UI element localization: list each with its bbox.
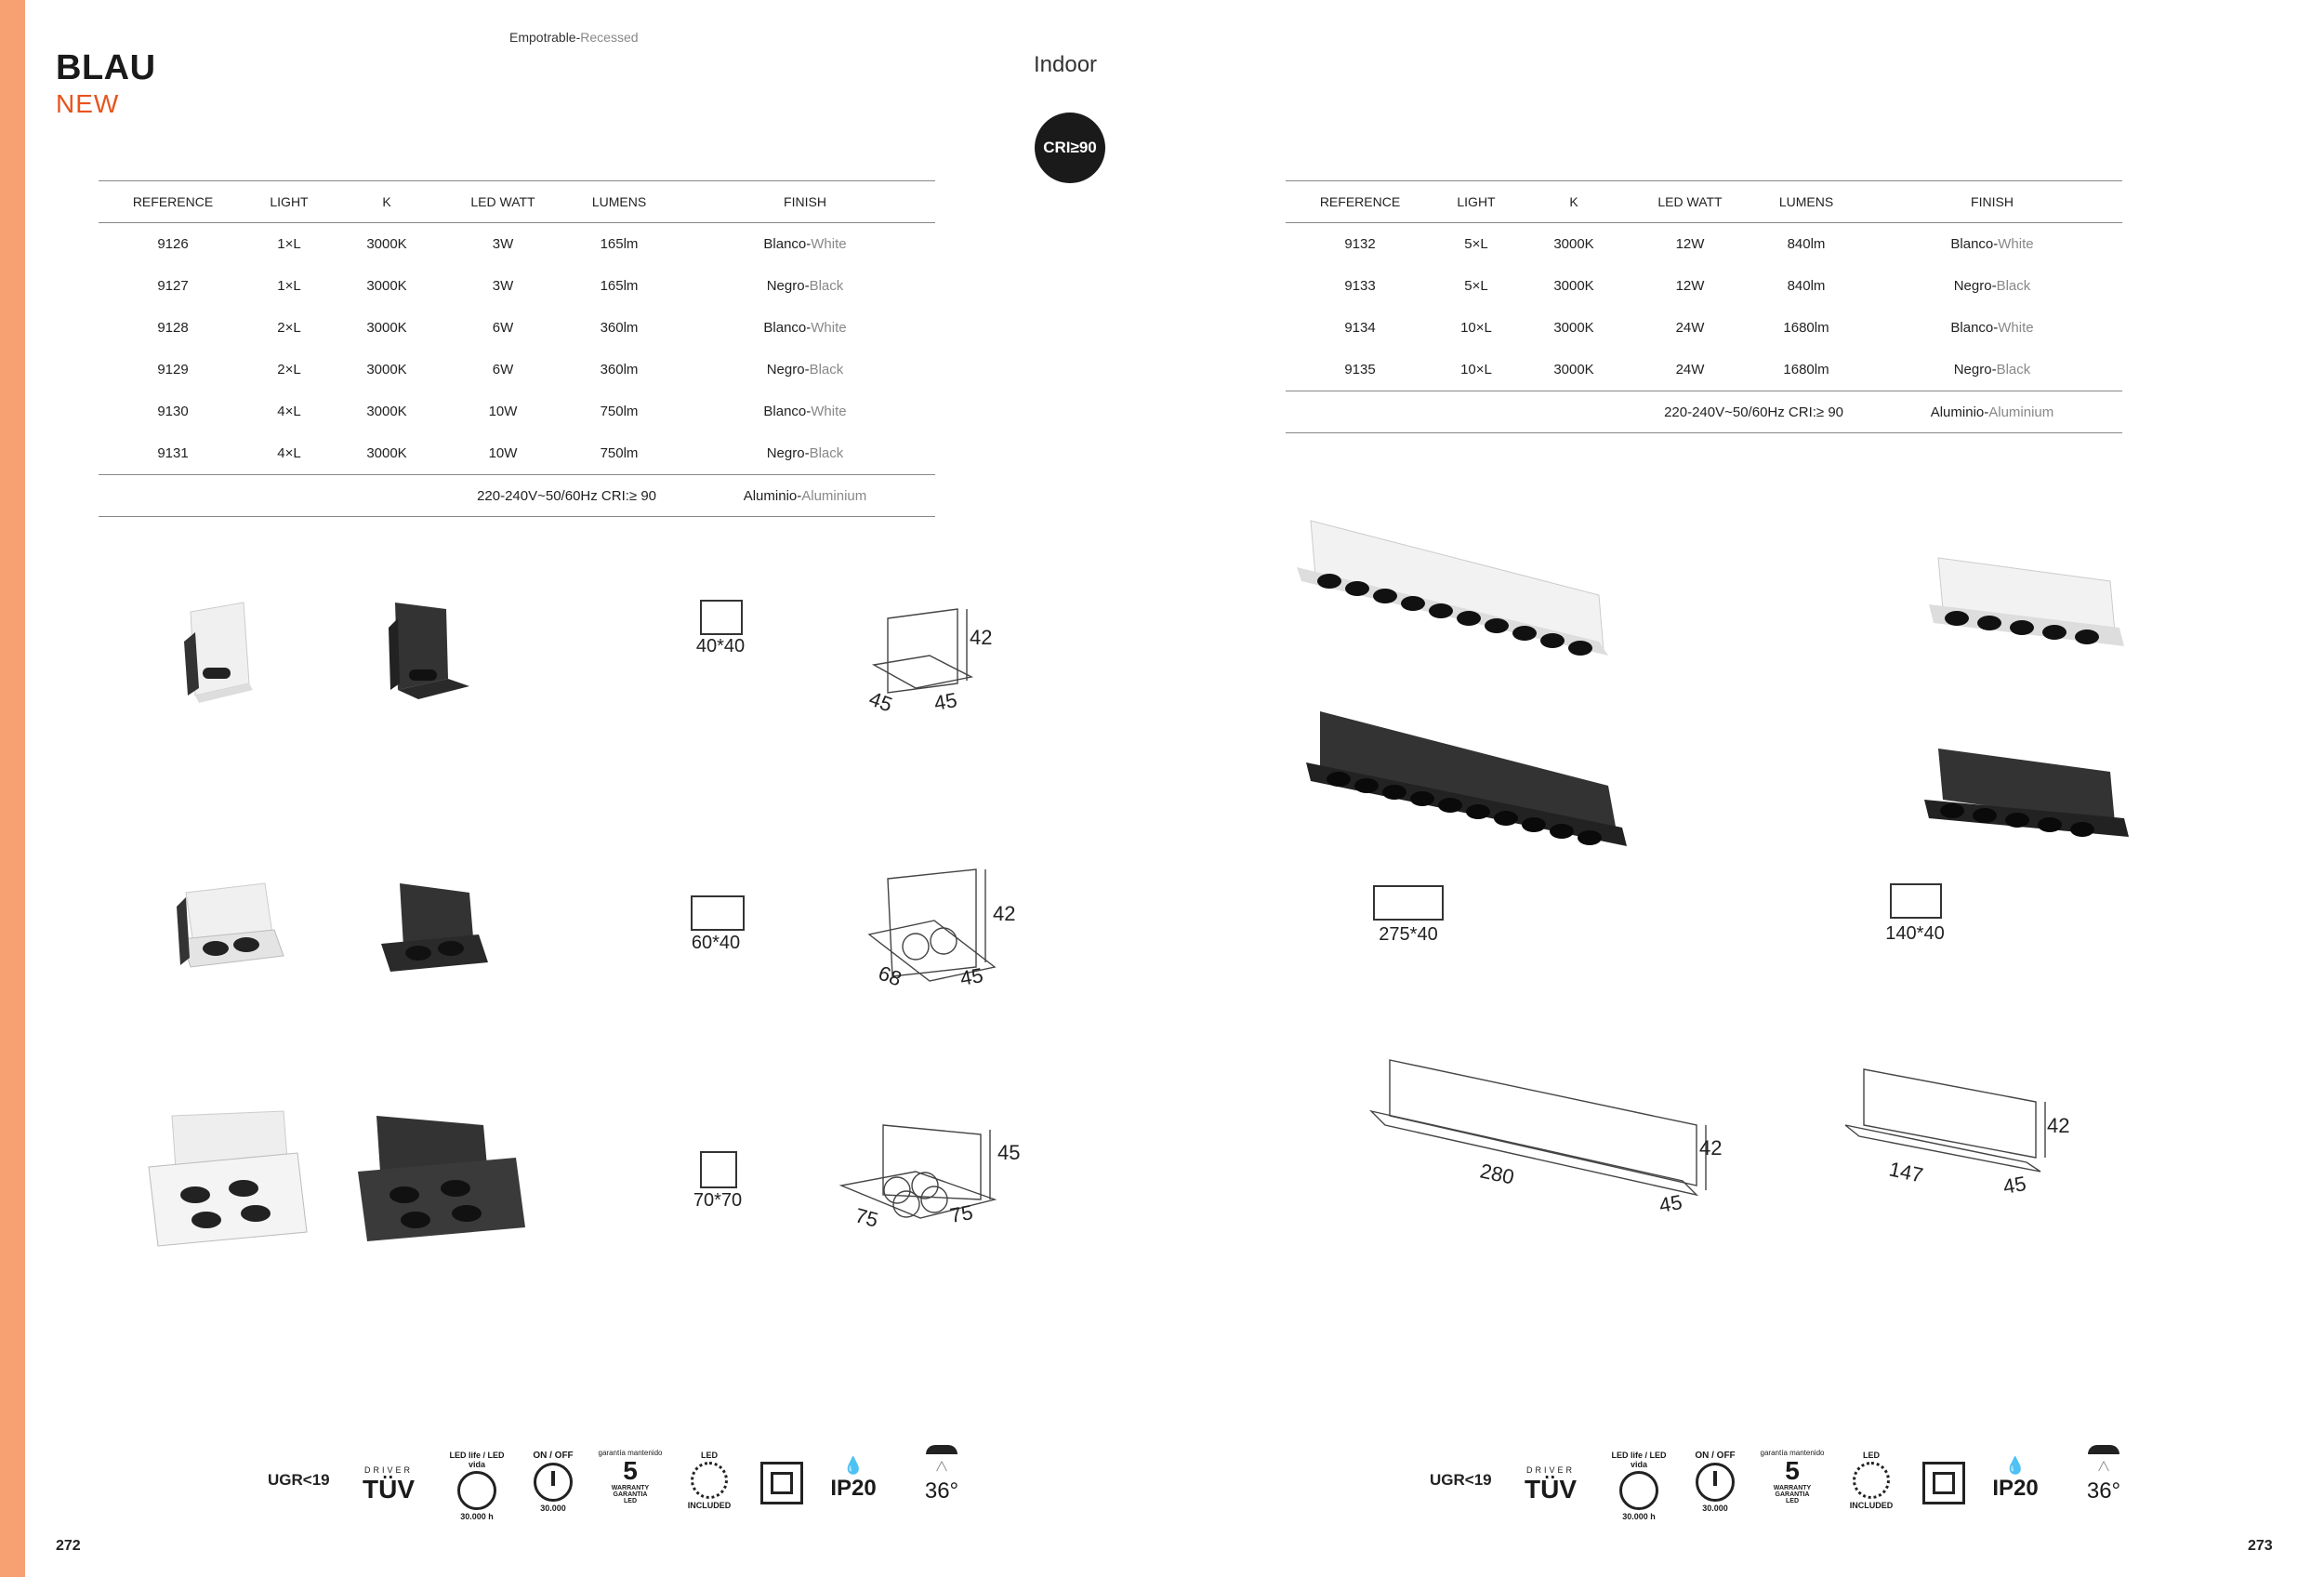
material-en: Aluminium — [1988, 404, 2054, 420]
cell-led-watt: 3W — [492, 236, 514, 252]
th-light: LIGHT — [1434, 181, 1518, 223]
power-icon — [534, 1463, 573, 1502]
on-off-icon — [1683, 1451, 1748, 1513]
ugr-label: UGR<19 — [268, 1471, 330, 1489]
cell-lumens: 840lm — [1787, 236, 1826, 252]
dim-width: 68 — [875, 961, 905, 991]
finish-es: Blanco — [1950, 236, 1994, 252]
page-number-left: 272 — [56, 1538, 81, 1554]
th-reference: REFERENCE — [1286, 181, 1434, 223]
tuv-icon — [1523, 1465, 1578, 1504]
finish-es: Blanco — [763, 404, 807, 419]
th-lumens: LUMENS — [1750, 181, 1862, 223]
dim-height: 42 — [2047, 1114, 2070, 1137]
cell-led-watt: 10W — [488, 404, 518, 419]
feature-icons-left — [268, 1441, 984, 1534]
clock-icon — [1619, 1471, 1658, 1510]
cell-lumens: 750lm — [600, 404, 639, 419]
warranty-icon — [1755, 1449, 1829, 1504]
page-number-right: 273 — [2248, 1538, 2273, 1554]
dim-height: 45 — [997, 1141, 1021, 1164]
product-image-9130 — [149, 1111, 307, 1246]
th-k: K — [1518, 181, 1630, 223]
led-life-hours: 30.000 h — [1622, 1512, 1656, 1521]
cell-finish: Negro-Black — [1953, 278, 2031, 294]
dim-height: 42 — [993, 902, 1016, 925]
driver-label: DRIVER — [1525, 1465, 1575, 1475]
led-life-label: LED life / LED vida — [449, 1451, 505, 1469]
led-top: LED — [701, 1451, 718, 1460]
ip-rating: IP20 — [830, 1476, 877, 1501]
indoor-label: Indoor — [1034, 52, 1098, 77]
cutout-icon — [700, 1151, 737, 1188]
class-ii-icon — [1922, 1462, 1965, 1504]
cell-reference: 9129 — [157, 362, 189, 378]
cell-k: 3000K — [366, 445, 407, 461]
cell-led-watt: 6W — [492, 320, 514, 336]
class-ii-icon — [760, 1462, 803, 1504]
finish-es: Blanco — [763, 236, 807, 252]
material-en: Aluminium — [801, 487, 867, 504]
water-drops-icon: 💧 — [2004, 1456, 2027, 1475]
brand-title: BLAU — [56, 48, 156, 87]
ip-icon — [1987, 1456, 2043, 1502]
warranty-sub1: WARRANTY — [1773, 1485, 1812, 1491]
product-image-9131 — [358, 1116, 525, 1241]
cell-finish: Blanco-White — [1950, 236, 2034, 252]
clock-icon — [457, 1471, 496, 1510]
cell-led-watt: 12W — [1675, 236, 1705, 252]
finish-es: Negro — [1953, 278, 1992, 294]
cutout-icon — [700, 600, 743, 635]
cell-light: 5×L — [1464, 236, 1488, 252]
led-bottom: INCLUDED — [687, 1501, 732, 1510]
warranty-top: garantía mantenido — [1760, 1449, 1825, 1457]
cell-reference: 9132 — [1344, 236, 1376, 252]
on-off-count: 30.000 — [540, 1504, 566, 1513]
cell-led-watt: 24W — [1675, 362, 1705, 378]
cell-k: 3000K — [1553, 362, 1594, 378]
cell-led-watt: 6W — [492, 362, 514, 378]
power-icon — [1696, 1463, 1735, 1502]
led-life-hours: 30.000 h — [460, 1512, 494, 1521]
beam-lines-icon: ╱╲ — [2098, 1462, 2109, 1471]
cell-light: 4×L — [277, 404, 301, 419]
th-reference: REFERENCE — [99, 181, 247, 223]
dim-depth: 45 — [1657, 1190, 1684, 1217]
cutout-label-5: 140*40 — [1885, 923, 1945, 944]
finish-en: White — [811, 320, 847, 336]
dim-length: 147 — [1886, 1157, 1926, 1187]
on-off-label: ON / OFF — [533, 1451, 574, 1461]
cell-lumens: 165lm — [600, 236, 639, 252]
cutout-label-2: 60*40 — [691, 933, 741, 953]
cell-led-watt: 3W — [492, 278, 514, 294]
finish-en: White — [811, 404, 847, 419]
cell-reference: 9134 — [1344, 320, 1376, 336]
cell-finish: Negro-Black — [766, 362, 844, 378]
cell-k: 3000K — [366, 278, 407, 294]
finish-es: Negro — [766, 278, 805, 294]
dim-width: 45 — [865, 686, 896, 717]
dim-height: 42 — [1699, 1136, 1723, 1160]
lamp-icon — [926, 1445, 957, 1454]
footer-spec: 220-240V~50/60Hz CRI:≥ 90 — [99, 475, 675, 517]
led-included-icon — [1839, 1451, 1904, 1510]
product-image-9126 — [184, 603, 253, 703]
ugr-label: UGR<19 — [1430, 1471, 1492, 1489]
cell-light: 1×L — [277, 236, 301, 252]
warranty-sub3: LED — [1786, 1498, 1799, 1504]
cell-k: 3000K — [1553, 320, 1594, 336]
cell-k: 3000K — [366, 236, 407, 252]
product-image-9129 — [381, 883, 488, 972]
cell-finish: Negro-Black — [766, 278, 844, 294]
ip-icon — [825, 1456, 881, 1502]
cell-light: 4×L — [277, 445, 301, 461]
led-life-icon — [444, 1451, 509, 1521]
finish-en: White — [811, 236, 847, 252]
led-chip-icon — [1853, 1462, 1890, 1499]
cell-finish: Blanco-White — [763, 404, 847, 419]
footer-spec: 220-240V~50/60Hz CRI:≥ 90 — [1286, 391, 1862, 433]
finish-en: Black — [809, 278, 844, 294]
cell-light: 10×L — [1460, 320, 1492, 336]
footer-material: Aluminio-Aluminium — [675, 475, 935, 517]
finish-en: Black — [1996, 362, 2031, 378]
warranty-sub1: WARRANTY — [611, 1485, 650, 1491]
finish-en: White — [1998, 236, 2034, 252]
warranty-number: 5 — [1785, 1456, 1800, 1485]
cell-lumens: 360lm — [600, 362, 639, 378]
cell-k: 3000K — [366, 404, 407, 419]
finish-es: Negro — [1953, 362, 1992, 378]
water-drops-icon: 💧 — [842, 1456, 865, 1475]
dim-depth: 75 — [947, 1200, 975, 1227]
finish-es: Negro — [766, 362, 805, 378]
category-es: Empotrable — [509, 30, 576, 45]
cell-lumens: 1680lm — [1783, 362, 1829, 378]
th-led-watt: LED WATT — [1630, 181, 1750, 223]
tuv-label: TÜV — [1525, 1475, 1577, 1504]
product-image-9127 — [389, 603, 469, 699]
category-sep: - — [575, 30, 581, 45]
cell-k: 3000K — [1553, 236, 1594, 252]
cell-reference: 9127 — [157, 278, 189, 294]
cri-badge: CRI≥90 — [1035, 113, 1105, 183]
dim-depth: 45 — [931, 688, 959, 715]
ip-rating: IP20 — [1992, 1476, 2039, 1501]
product-image-9132 — [1929, 558, 2124, 646]
warranty-number: 5 — [623, 1456, 638, 1485]
warranty-sub2: GARANTIA — [613, 1491, 648, 1498]
cell-light: 1×L — [277, 278, 301, 294]
led-bottom: INCLUDED — [1849, 1501, 1894, 1510]
product-image-9135 — [1306, 711, 1627, 846]
on-off-label: ON / OFF — [1695, 1451, 1736, 1461]
beam-angle: 36° — [2086, 1478, 2121, 1504]
cell-reference: 9133 — [1344, 278, 1376, 294]
beam-angle: 36° — [924, 1478, 959, 1504]
cell-k: 3000K — [1553, 278, 1594, 294]
tuv-label: TÜV — [363, 1475, 415, 1504]
cell-k: 3000K — [366, 320, 407, 336]
on-off-count: 30.000 — [1702, 1504, 1728, 1513]
cutout-label-3: 70*70 — [693, 1190, 743, 1211]
led-included-icon — [677, 1451, 742, 1510]
th-k: K — [331, 181, 442, 223]
finish-en: White — [1998, 320, 2034, 336]
cutout-icon — [691, 895, 745, 931]
finish-en: Black — [1996, 278, 2031, 294]
tuv-icon — [361, 1465, 416, 1504]
cell-reference: 9131 — [157, 445, 189, 461]
led-life-label: LED life / LED vida — [1611, 1451, 1667, 1469]
th-finish: FINISH — [675, 181, 935, 223]
on-off-icon — [521, 1451, 586, 1513]
cell-lumens: 165lm — [600, 278, 639, 294]
cell-light: 10×L — [1460, 362, 1492, 378]
cell-reference: 9126 — [157, 236, 189, 252]
brand-subtitle: NEW — [56, 89, 120, 118]
warranty-sub3: LED — [624, 1498, 637, 1504]
th-finish: FINISH — [1862, 181, 2122, 223]
led-chip-icon — [691, 1462, 728, 1499]
beam-angle-icon — [2067, 1445, 2141, 1504]
cell-lumens: 840lm — [1787, 278, 1826, 294]
dim-depth: 45 — [2000, 1172, 2028, 1199]
beam-lines-icon: ╱╲ — [936, 1462, 947, 1471]
product-image-9134 — [1297, 521, 1608, 656]
finish-es: Blanco — [1950, 320, 1994, 336]
cell-k: 3000K — [366, 362, 407, 378]
cell-reference: 9130 — [157, 404, 189, 419]
cell-led-watt: 10W — [488, 445, 518, 461]
cell-reference: 9135 — [1344, 362, 1376, 378]
cell-led-watt: 24W — [1675, 320, 1705, 336]
dim-length: 280 — [1477, 1159, 1517, 1189]
category-en: Recessed — [580, 30, 639, 45]
cell-led-watt: 12W — [1675, 278, 1705, 294]
cell-finish: Negro-Black — [1953, 362, 2031, 378]
cutout-icon — [1373, 885, 1444, 921]
footer-material: Aluminio-Aluminium — [1862, 391, 2122, 433]
driver-label: DRIVER — [363, 1465, 413, 1475]
warranty-icon — [593, 1449, 667, 1504]
led-top: LED — [1863, 1451, 1880, 1460]
material-es: Aluminio — [1930, 404, 1985, 420]
product-image-9128 — [177, 883, 284, 967]
beam-angle-icon — [905, 1445, 979, 1504]
product-image-9133 — [1924, 749, 2129, 837]
cell-finish: Blanco-White — [1950, 320, 2034, 336]
lamp-icon — [2088, 1445, 2119, 1454]
cell-light: 5×L — [1464, 278, 1488, 294]
finish-en: Black — [809, 362, 844, 378]
cell-finish: Negro-Black — [766, 445, 844, 461]
material-es: Aluminio — [743, 487, 798, 504]
led-life-icon — [1606, 1451, 1671, 1521]
dim-depth: 45 — [957, 963, 985, 990]
warranty-sub2: GARANTIA — [1775, 1491, 1810, 1498]
cell-lumens: 1680lm — [1783, 320, 1829, 336]
cell-light: 2×L — [277, 362, 301, 378]
dim-height: 42 — [970, 626, 993, 649]
cell-finish: Blanco-White — [763, 320, 847, 336]
th-light: LIGHT — [247, 181, 331, 223]
th-lumens: LUMENS — [563, 181, 675, 223]
finish-es: Blanco — [763, 320, 807, 336]
cutout-label-4: 275*40 — [1379, 924, 1438, 945]
cutout-icon — [1890, 883, 1942, 919]
finish-es: Negro — [766, 445, 805, 461]
cell-reference: 9128 — [157, 320, 189, 336]
cell-finish: Blanco-White — [763, 236, 847, 252]
dim-width: 75 — [852, 1203, 881, 1232]
feature-icons-right — [1430, 1441, 2146, 1534]
warranty-top: garantía mantenido — [598, 1449, 663, 1457]
finish-en: Black — [809, 445, 844, 461]
cutout-label-1: 40*40 — [695, 636, 746, 656]
cell-lumens: 360lm — [600, 320, 639, 336]
cell-light: 2×L — [277, 320, 301, 336]
th-led-watt: LED WATT — [442, 181, 563, 223]
cell-lumens: 750lm — [600, 445, 639, 461]
